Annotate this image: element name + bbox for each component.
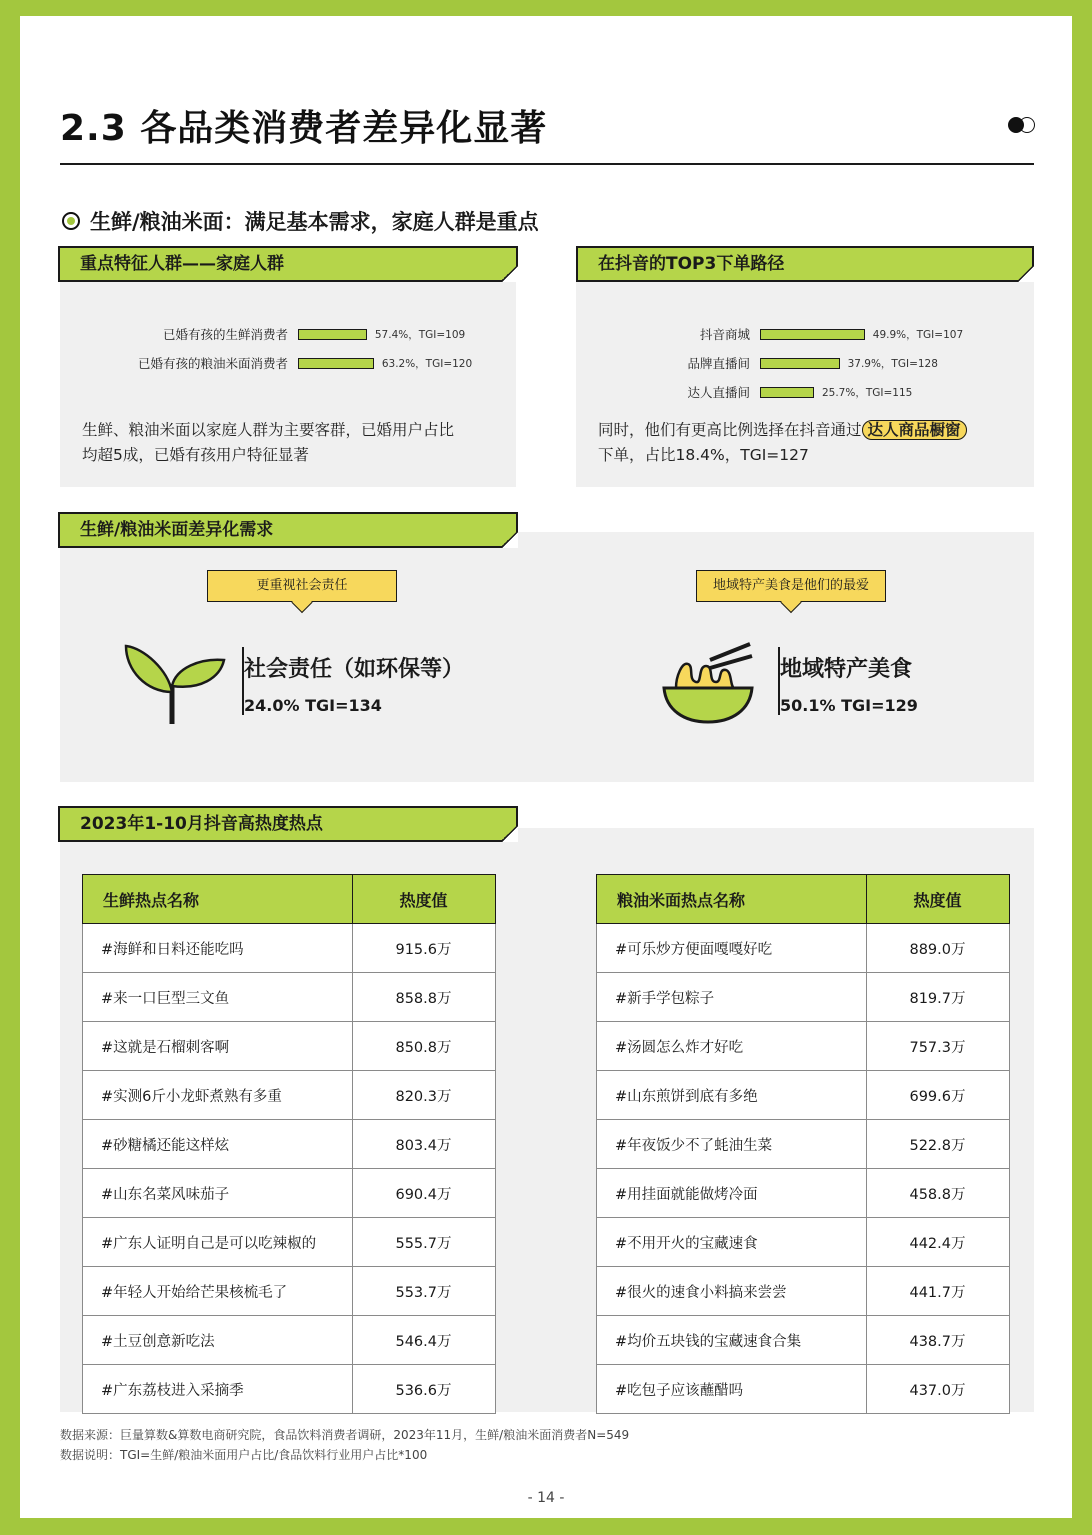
table-row — [597, 1365, 1010, 1414]
family-desc-line1: 生鲜、粮油米面以家庭人群为主要客群，已婚用户占比 — [82, 421, 455, 439]
table-row — [83, 1218, 496, 1267]
path-bar-row — [576, 354, 938, 372]
table-row — [83, 1071, 496, 1120]
path-description — [598, 418, 1030, 468]
grain-hot-table — [596, 874, 1010, 1414]
table-row — [597, 1316, 1010, 1365]
heat-value-cell: 757.3万 — [867, 1022, 1010, 1071]
bar-fill — [298, 358, 374, 369]
path-desc-line2: 下单，占比18.4%，TGI=127 — [598, 446, 809, 464]
title-divider — [60, 163, 1034, 165]
page-title: 2.3 各品类消费者差异化显著 — [60, 108, 548, 149]
report-page — [20, 16, 1072, 1518]
table-row — [597, 973, 1010, 1022]
heat-value-cell: 555.7万 — [353, 1218, 496, 1267]
heat-value-cell: 442.4万 — [867, 1218, 1010, 1267]
table-row — [83, 1316, 496, 1365]
bar-label: 品牌直播间 — [687, 356, 750, 371]
path-desc-pre: 同时，他们有更高比例选择在抖音通过 — [598, 421, 862, 439]
bar-label: 已婚有孩的生鲜消费者 — [162, 327, 288, 342]
topic-name-cell: #土豆创意新吃法 — [83, 1316, 353, 1365]
topic-name-cell: #汤圆怎么炸才好吃 — [597, 1022, 867, 1071]
bar-fill — [760, 329, 865, 340]
grain-table-body — [597, 924, 1010, 1414]
table-row — [83, 1022, 496, 1071]
sprout-icon — [124, 640, 236, 724]
topic-name-cell: #砂糖橘还能这样炫 — [83, 1120, 353, 1169]
fresh-hot-table — [82, 874, 496, 1414]
section-heading — [62, 206, 539, 236]
path-bar-row — [576, 325, 963, 343]
bar-label: 已婚有孩的粮油米面消费者 — [137, 356, 288, 371]
heat-value-cell: 690.4万 — [353, 1169, 496, 1218]
family-description — [82, 418, 512, 468]
data-source-note: 数据来源：巨量算数&算数电商研究院，食品饮料消费者调研，2023年11月，生鲜/粮油米面消费者N=549 — [60, 1428, 630, 1442]
fresh-table-body — [83, 924, 496, 1414]
regional-stat: 50.1% TGI=129 — [780, 696, 918, 715]
family-bar-row — [60, 354, 472, 372]
table-row — [597, 1022, 1010, 1071]
toggle-icon — [1008, 117, 1036, 133]
table-row — [83, 1267, 496, 1316]
table-row — [597, 1218, 1010, 1267]
bar-fill — [298, 329, 367, 340]
table-row — [83, 1120, 496, 1169]
heat-value-cell: 850.8万 — [353, 1022, 496, 1071]
path-panel-tag: 在抖音的TOP3下单路径 — [576, 246, 1034, 282]
family-panel-tag: 重点特征人群——家庭人群 — [58, 246, 518, 282]
regional-label: 地域特产美食 — [780, 657, 913, 682]
heat-value-cell: 889.0万 — [867, 924, 1010, 973]
regional-bubble: 地域特产美食是他们的最爱 — [696, 570, 886, 602]
topic-name-cell: #实测6斤小龙虾煮熟有多重 — [83, 1071, 353, 1120]
heat-value-cell: 536.6万 — [353, 1365, 496, 1414]
topic-name-cell: #广东荔枝进入采摘季 — [83, 1365, 353, 1414]
needs-panel-tag: 生鲜/粮油米面差异化需求 — [58, 512, 518, 548]
topic-name-cell: #海鲜和日料还能吃吗 — [83, 924, 353, 973]
bar-value: 37.9%，TGI=128 — [847, 357, 938, 370]
path-bar-row — [576, 383, 912, 401]
hot-panel-tag: 2023年1-10月抖音高热度热点 — [58, 806, 518, 842]
bar-label: 抖音商城 — [699, 327, 750, 342]
bar-value: 57.4%，TGI=109 — [374, 328, 466, 341]
topic-name-cell: #山东煎饼到底有多绝 — [597, 1071, 867, 1120]
topic-name-cell: #山东名菜风味茄子 — [83, 1169, 353, 1218]
data-definition-note: 数据说明：TGI=生鲜/粮油米面用户占比/食品饮料行业用户占比*100 — [60, 1448, 428, 1462]
topic-name-cell: #用挂面就能做烤冷面 — [597, 1169, 867, 1218]
table-row — [83, 1169, 496, 1218]
heat-value-cell: 699.6万 — [867, 1071, 1010, 1120]
heat-value-cell: 438.7万 — [867, 1316, 1010, 1365]
bar-value: 63.2%，TGI=120 — [381, 357, 473, 370]
table-row — [83, 1365, 496, 1414]
social-stat: 24.0% TGI=134 — [244, 696, 382, 715]
topic-name-cell: #年轻人开始给芒果核梳毛了 — [83, 1267, 353, 1316]
topic-name-cell: #广东人证明自己是可以吃辣椒的 — [83, 1218, 353, 1267]
heat-value-cell: 915.6万 — [353, 924, 496, 973]
heat-value-cell: 820.3万 — [353, 1071, 496, 1120]
topic-name-cell: #年夜饭少不了蚝油生菜 — [597, 1120, 867, 1169]
target-bullet-icon — [62, 212, 80, 230]
table-header-row — [83, 875, 496, 924]
table-row — [597, 1169, 1010, 1218]
family-bar-row — [60, 325, 465, 343]
heat-value-cell: 522.8万 — [867, 1120, 1010, 1169]
topic-name-cell: #吃包子应该蘸醋吗 — [597, 1365, 867, 1414]
column-header: 热度值 — [353, 875, 496, 924]
section-heading-text: 生鲜/粮油米面：满足基本需求，家庭人群是重点 — [90, 210, 539, 234]
family-desc-line2: 均超5成，已婚有孩用户特征显著 — [82, 446, 309, 464]
table-row — [597, 1071, 1010, 1120]
table-row — [597, 1120, 1010, 1169]
noodle-bowl-icon — [658, 638, 758, 726]
topic-name-cell: #可乐炒方便面嘎嘎好吃 — [597, 924, 867, 973]
social-bubble: 更重视社会责任 — [207, 570, 397, 602]
topic-name-cell: #很火的速食小料搞来尝尝 — [597, 1267, 867, 1316]
bar-fill — [760, 387, 814, 398]
heat-value-cell: 819.7万 — [867, 973, 1010, 1022]
table-row — [83, 924, 496, 973]
topic-name-cell: #不用开火的宝藏速食 — [597, 1218, 867, 1267]
page-number: - 14 - — [527, 1490, 565, 1506]
table-row — [597, 924, 1010, 973]
column-header: 粮油米面热点名称 — [597, 875, 867, 924]
heat-value-cell: 458.8万 — [867, 1169, 1010, 1218]
bar-fill — [760, 358, 840, 369]
topic-name-cell: #来一口巨型三文鱼 — [83, 973, 353, 1022]
bar-value: 25.7%，TGI=115 — [821, 386, 913, 399]
heat-value-cell: 546.4万 — [353, 1316, 496, 1365]
heat-value-cell: 858.8万 — [353, 973, 496, 1022]
heat-value-cell: 803.4万 — [353, 1120, 496, 1169]
table-header-row — [597, 875, 1010, 924]
column-header: 热度值 — [867, 875, 1010, 924]
heat-value-cell: 437.0万 — [867, 1365, 1010, 1414]
topic-name-cell: #新手学包粽子 — [597, 973, 867, 1022]
heat-value-cell: 441.7万 — [867, 1267, 1010, 1316]
topic-name-cell: #均价五块钱的宝藏速食合集 — [597, 1316, 867, 1365]
bar-value: 49.9%，TGI=107 — [872, 328, 964, 341]
heat-value-cell: 553.7万 — [353, 1267, 496, 1316]
table-row — [83, 973, 496, 1022]
topic-name-cell: #这就是石榴刺客啊 — [83, 1022, 353, 1071]
column-header: 生鲜热点名称 — [83, 875, 353, 924]
path-desc-highlight: 达人商品橱窗 — [862, 420, 967, 440]
social-label: 社会责任（如环保等） — [244, 657, 465, 682]
bar-label: 达人直播间 — [687, 385, 750, 400]
table-row — [597, 1267, 1010, 1316]
